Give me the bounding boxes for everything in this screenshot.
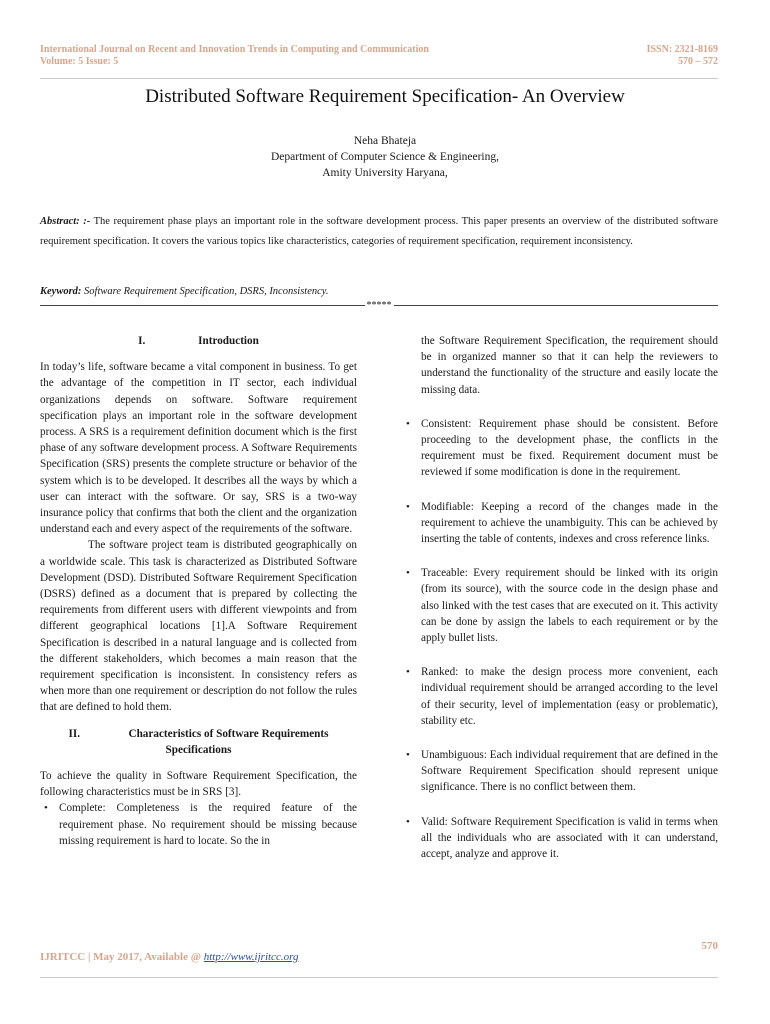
separator-line-right — [394, 305, 719, 306]
section-2-intro: To achieve the quality in Software Requirement Specification, the following characteristics must be in SRS [3]. — [40, 770, 357, 799]
header-rule — [40, 78, 718, 79]
bullet-complete-continued: the Software Requirement Specification, the requirement should be in organized manner so that it can help the reviewers to understand the functionality of the structure and easily locate the missing data. — [421, 335, 718, 396]
bullet-dot-icon: • — [406, 567, 410, 580]
footer-text: IJRITCC | May 2017, Available @ — [40, 951, 204, 963]
bullet-ranked — [406, 664, 718, 729]
bullet-modifiable — [406, 499, 718, 548]
abstract — [40, 212, 718, 252]
bullet-consistent — [406, 416, 718, 481]
right-column — [406, 333, 718, 862]
issn-header — [647, 44, 718, 68]
footer-rule — [40, 977, 718, 978]
author-department: Department of Computer Science & Engineering, — [270, 151, 499, 163]
bullet-dot-icon: • — [406, 500, 410, 513]
abstract-text: The requirement phase plays an important role in the software development process. This paper presents an overview of the distributed software requirement specification. It covers the various topics like characteristics, categories of requirement specification, requirement inconsistency. — [40, 216, 718, 247]
section-1-title: Introduction — [198, 335, 259, 347]
keywords-label: Keyword: — [40, 286, 82, 297]
footer — [40, 951, 298, 963]
paper-title: Distributed Software Requirement Specification- An Overview — [145, 86, 625, 107]
bullet-complete-text: Complete: Completeness is the required feature of the requirement phase. No requirement should be missing because missing requirement is hard to locate. So the in — [59, 802, 357, 847]
intro-paragraph-1: In today’s life, software became a vital component in business. To get the advantage of the competition in IT sector, each individual organizations depends on software. Software requirement specification plays an important role in the software development process. A SRS is a requirement definition document which is the first phase of any software development process. A Software Requirements Specification (SRS) presents the complete structure or behavior of the system which is to be developed. It describes all the ways by which a user can interact with the software. Or say, SRS is a two-way insurance policy that confirms that both the client and the organization understand each and every aspect of the requirements of the software. — [40, 361, 357, 536]
author-name: Neha Bhateja — [353, 135, 417, 147]
left-column — [40, 333, 357, 849]
intro-paragraph-2: The software project team is distributed geographically on a worldwide scale. This task is characterized as Distributed Software Development (DSD). Distributed Software Requirement Specification (DSRS) defined as a document that is prepared by collecting the requirements from different users with different viewpoints and from different geographical locations [1].A Software Requirement Specification is described in a natural language and is collected from the different stakeholders, which becomes a main reason that the requirement specification is inconsistent. In consistency refers as when more than one requirement or description do not follow the rules that are defined to hold them. — [40, 539, 357, 714]
bullet-dot-icon: • — [406, 666, 410, 679]
section-2-heading — [40, 726, 357, 758]
author-university: Amity University Haryana, — [322, 167, 448, 179]
bullet-dot-icon: • — [406, 417, 410, 430]
journal-link[interactable]: http://www.ijritcc.org — [203, 951, 299, 963]
section-2-number: II. — [68, 727, 81, 740]
bullet-valid-text: Valid: Software Requirement Specification is valid in terms when all the individuals who are associated with it can understand, accept, analyze and approve it. — [421, 815, 718, 861]
keywords — [40, 286, 718, 297]
bullet-ranked-text: Ranked: to make the design process more convenient, each individual requirement should be arranged according to the level of their security, level of implementation (easy or problematic), stability etc. — [421, 666, 718, 727]
journal-name: International Journal on Recent and Innovation Trends in Computing and Communication — [40, 44, 429, 55]
bullet-traceable — [406, 565, 718, 646]
separator — [40, 300, 718, 311]
section-1-number: I. — [138, 335, 146, 347]
issn: ISSN: 2321-8169 — [646, 44, 718, 55]
bullet-consistent-text: Consistent: Requirement phase should be consistent. Before proceeding to the development phase, the conflicts in the requirement must be fixed. Requirement document must be reviewed if some modification is done in the requirement. — [421, 417, 718, 479]
separator-stars: ***** — [366, 300, 392, 311]
keywords-text: Software Requirement Specification, DSRS, Inconsistency. — [81, 286, 329, 297]
journal-volume: Volume: 5 Issue: 5 — [40, 56, 119, 67]
page-range: 570 – 572 — [678, 56, 718, 67]
bullet-dot-icon: • — [44, 802, 48, 815]
bullet-complete — [40, 800, 357, 849]
author-block — [0, 133, 770, 181]
section-1-heading — [40, 333, 357, 349]
section-2-title-line-2: Specifications — [165, 743, 232, 756]
bullet-unambiguous — [406, 747, 718, 796]
bullet-modifiable-text: Modifiable: Keeping a record of the changes made in the requirement to achieve the unambiguity. This can be achieved by inserting the table of contents, indexes and cross reference links. — [421, 500, 718, 546]
page-number: 570 — [701, 940, 718, 952]
section-2-title-line-1: Characteristics of Software Requirements — [128, 727, 329, 740]
bullet-valid — [406, 814, 718, 863]
bullet-unambiguous-text: Unambiguous: Each individual requirement that are defined in the Software Requirement Specification should represent unique significance. There is no conflict between them. — [421, 749, 718, 794]
bullet-dot-icon: • — [406, 815, 410, 828]
bullet-traceable-text: Traceable: Every requirement should be linked with its origin (from its source), with the source code in the design phase and also linked with the test cases that are executed on it. This activity can be done by assign the labels to each requirement or by the apply bullet lists. — [421, 567, 718, 645]
abstract-label: Abstract: :- — [40, 216, 91, 227]
bullet-dot-icon: • — [406, 749, 410, 762]
separator-line-left — [40, 305, 365, 306]
journal-header — [40, 44, 429, 68]
